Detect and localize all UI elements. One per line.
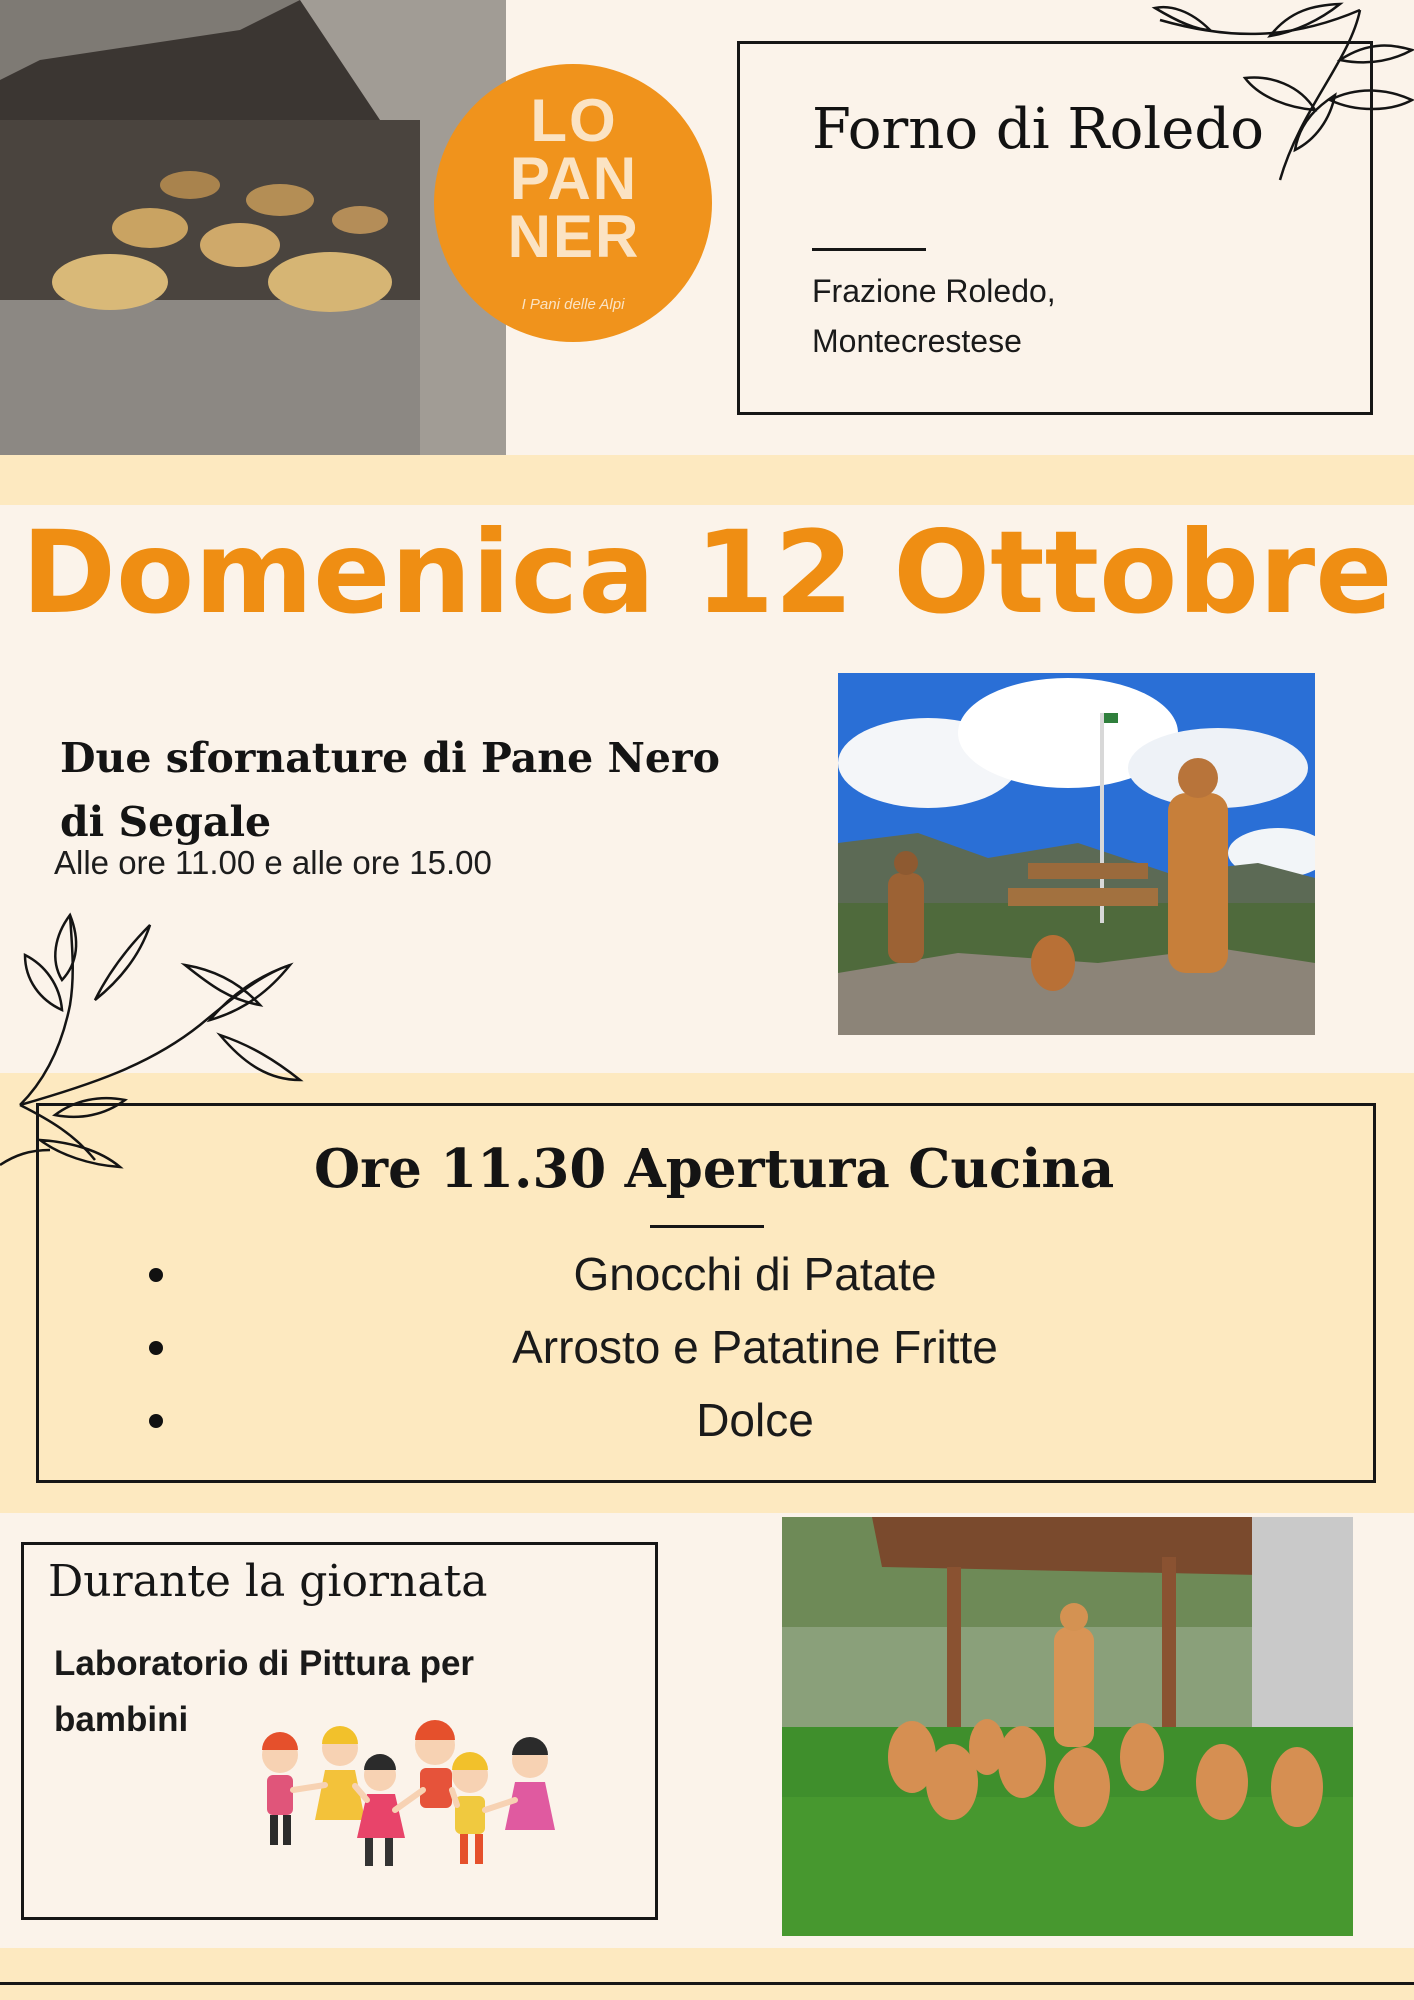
venue-divider (812, 248, 926, 251)
bottom-divider (0, 1982, 1414, 1985)
lo-pan-ner-logo (434, 64, 712, 342)
kitchen-divider (650, 1225, 764, 1228)
oven-photo (0, 0, 506, 455)
kitchen-title-text: Ore 11.30 Apertura Cucina (314, 1138, 1115, 1200)
activity-title: Durante la giornata (48, 1556, 488, 1607)
menu-item: Arrosto e Patatine Fritte (512, 1321, 998, 1373)
children-playing-illustration (245, 1720, 575, 1880)
logo-tagline: I Pani delle Alpi (521, 296, 625, 313)
menu-item: Gnocchi di Patate (573, 1248, 937, 1300)
statues-photo-illustration (838, 673, 1315, 1035)
wooden-statues-photo (838, 673, 1315, 1035)
wooden-gnomes-photo (782, 1517, 1353, 1936)
venue-title: Forno di Roledo (812, 97, 1264, 162)
logo-wordmark: LO PAN NER (507, 87, 641, 270)
venue-address: Frazione Roledo, Montecrestese (812, 273, 1056, 359)
gnomes-photo-illustration (782, 1517, 1353, 1936)
activity-description: Laboratorio di Pittura per bambini (54, 1644, 475, 1739)
event-date: Domenica 12 Ottobre (21, 506, 1393, 639)
bread-title: Due sfornature di Pane Nero di Segale (60, 734, 720, 846)
bottom-band (0, 1948, 1414, 2000)
top-band (0, 455, 1414, 505)
oven-photo-illustration (0, 0, 506, 455)
menu-item: Dolce (696, 1394, 814, 1446)
bread-times: Alle ore 11.00 e alle ore 15.00 (54, 844, 492, 881)
